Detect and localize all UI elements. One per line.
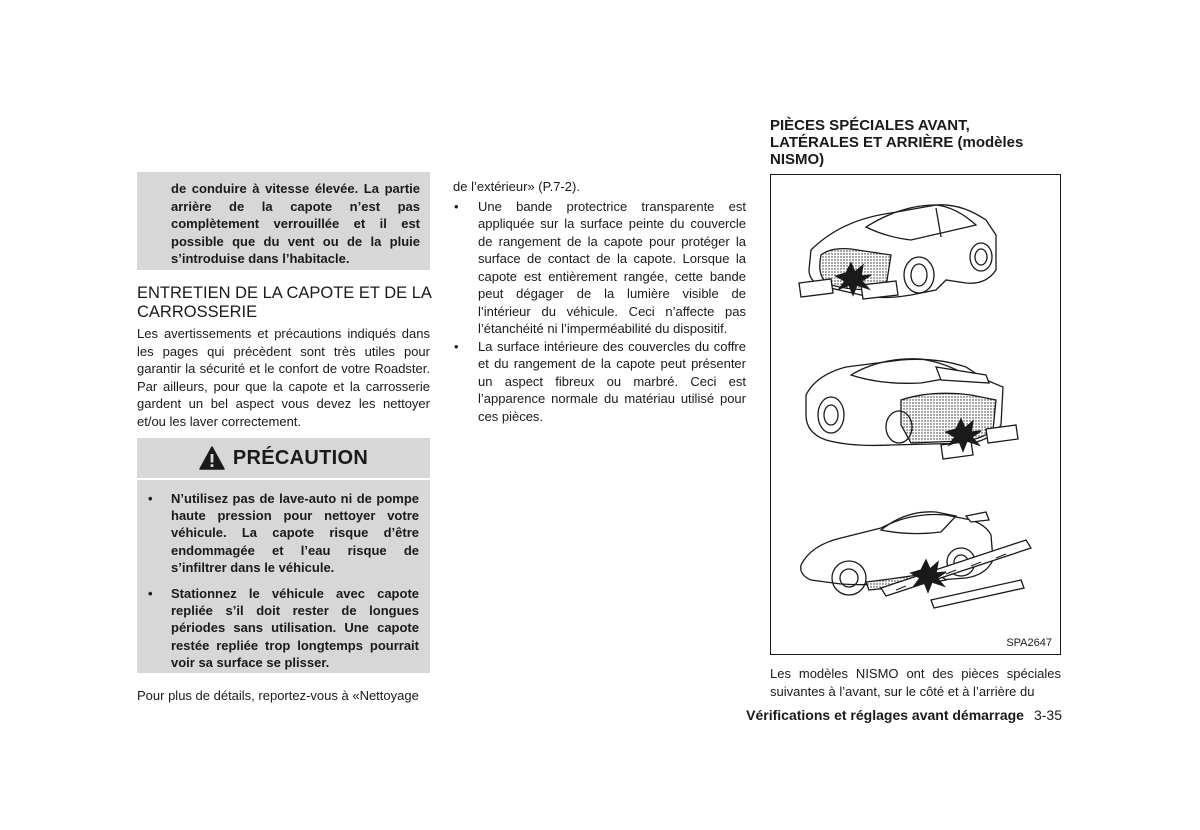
info-item: • La surface intérieure des couvercles du coffre et du rangement de la capote peut présenter un aspect fibreux ou marbré. Ceci est l’apparence normale du matériau utilisé pour ces pièces. bbox=[453, 338, 746, 426]
caution-item: • N’utilisez pas de lave-auto ni de pompe haute pression pour nettoyer votre véhicule. La capote risque d’être endommagée et l’eau risque de s’infiltrer dans le véhicule. bbox=[137, 490, 430, 576]
title-line: LATÉRALES ET ARRIÈRE (modèles bbox=[770, 134, 1024, 151]
reference-text: Pour plus de détails, reportez-vous à «Nettoyage bbox=[137, 688, 419, 703]
car-front-icon bbox=[799, 205, 996, 299]
nismo-body: Les modèles NISMO ont des pièces spéciales suivantes à l’avant, sur le côté et à l’arrière du bbox=[770, 666, 1061, 699]
page-footer bbox=[746, 707, 1062, 723]
car-side-icon bbox=[801, 512, 1031, 608]
info-list bbox=[453, 198, 746, 426]
title-line: NISMO) bbox=[770, 151, 825, 168]
title-line: PIÈCES SPÉCIALES AVANT, bbox=[770, 117, 970, 134]
section-body: Les avertissements et précautions indiqués dans les pages qui précèdent sont très utiles pour garantir la sécurité et le confort de votre Roadster. Par ailleurs, pour que la capote et la carrosserie gardent un bel aspect vous devez les nettoyer et/ou les laver correctement. bbox=[137, 326, 430, 429]
nismo-section-title bbox=[770, 117, 1070, 168]
caution-header bbox=[137, 438, 430, 480]
info-item: • Une bande protectrice transparente est appliquée sur la surface peinte du couvercle de rangement de la capote pour protéger la surface de contact de la capote. Lorsque la capote est entièrement rangée, cette bande peut dégager de la lumière visible de l’intérieur du véhicule. Ceci n’affecte pas l’étanchéité ni l’imperméabilité du dispositif. bbox=[453, 198, 746, 338]
caution-list bbox=[137, 490, 430, 680]
warning-box-continued bbox=[137, 172, 430, 270]
caution-box bbox=[137, 438, 430, 673]
caution-item: • Stationnez le véhicule avec capote repliée s’il doit rester de longues périodes sans utilisation. Une capote restée repliée trop longtemps pourrait voir sa surface se plisser. bbox=[137, 585, 430, 671]
warning-triangle-icon bbox=[199, 446, 225, 470]
column-2 bbox=[453, 178, 746, 425]
figure-code: SPA2647 bbox=[1006, 637, 1052, 649]
caution-title: PRÉCAUTION bbox=[232, 446, 369, 469]
car-rear-icon bbox=[806, 359, 1018, 459]
section-label: Vérifications et réglages avant démarrage bbox=[746, 707, 1024, 723]
car-illustrations bbox=[771, 175, 1060, 654]
nismo-parts-illustration bbox=[770, 174, 1061, 655]
warning-text: de conduire à vitesse élevée. La partie arrière de la capote n’est pas complètement verrouillée et il est possible que du vent ou de la pluie s’introduise dans l’habitacle. bbox=[171, 181, 420, 266]
page-number: 3-35 bbox=[1033, 707, 1062, 723]
continued-text: de l’extérieur» (P.7-2). bbox=[453, 179, 580, 194]
section-title: ENTRETIEN DE LA CAPOTE ET DE LA CARROSSERIE bbox=[137, 284, 432, 321]
